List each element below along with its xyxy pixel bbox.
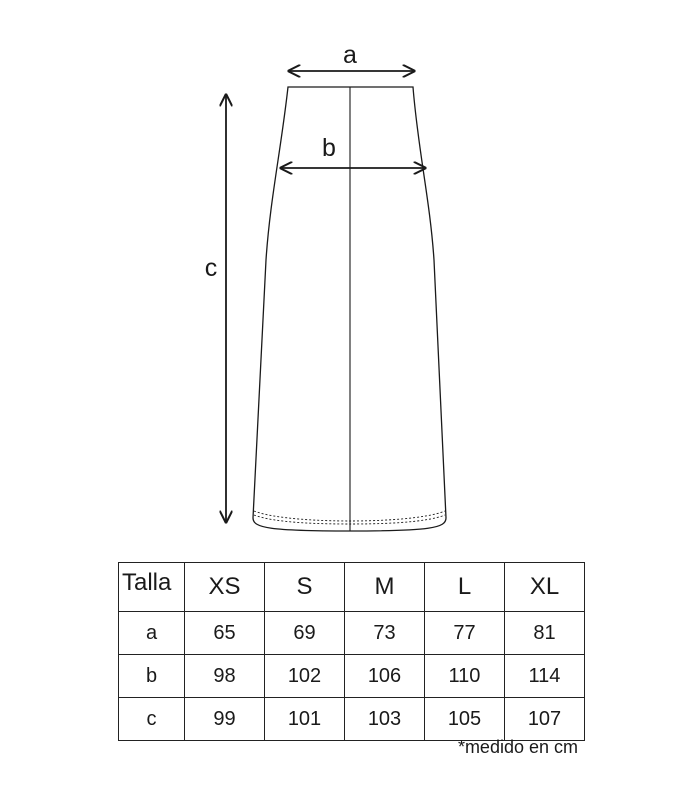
table-cell: 77 bbox=[425, 612, 505, 655]
size-label-header: Talla bbox=[119, 563, 185, 612]
size-header-row bbox=[119, 563, 585, 612]
table-row bbox=[119, 698, 585, 741]
table-cell: 103 bbox=[345, 698, 425, 741]
table-row bbox=[119, 655, 585, 698]
table-cell: 81 bbox=[505, 612, 585, 655]
table-cell: 105 bbox=[425, 698, 505, 741]
dimension-c-label: c bbox=[204, 254, 218, 282]
size-table bbox=[118, 562, 585, 741]
table-cell: 99 bbox=[185, 698, 265, 741]
table-cell: 98 bbox=[185, 655, 265, 698]
size-s-header: S bbox=[265, 563, 345, 612]
dimension-b-label: b bbox=[322, 134, 336, 162]
size-xs-header: XS bbox=[185, 563, 265, 612]
table-cell: 110 bbox=[425, 655, 505, 698]
table-cell: 102 bbox=[265, 655, 345, 698]
table-cell: 107 bbox=[505, 698, 585, 741]
table-cell: 101 bbox=[265, 698, 345, 741]
table-cell: 114 bbox=[505, 655, 585, 698]
table-cell: 65 bbox=[185, 612, 265, 655]
row-label-b: b bbox=[119, 655, 185, 698]
row-label-c: c bbox=[119, 698, 185, 741]
measurement-note: *medido en cm bbox=[457, 737, 578, 757]
table-row bbox=[119, 612, 585, 655]
dimension-a-label: a bbox=[343, 41, 357, 69]
size-l-header: L bbox=[425, 563, 505, 612]
table-cell: 69 bbox=[265, 612, 345, 655]
table-cell: 106 bbox=[345, 655, 425, 698]
table-cell: 73 bbox=[345, 612, 425, 655]
size-xl-header: XL bbox=[505, 563, 585, 612]
size-m-header: M bbox=[345, 563, 425, 612]
row-label-a: a bbox=[119, 612, 185, 655]
